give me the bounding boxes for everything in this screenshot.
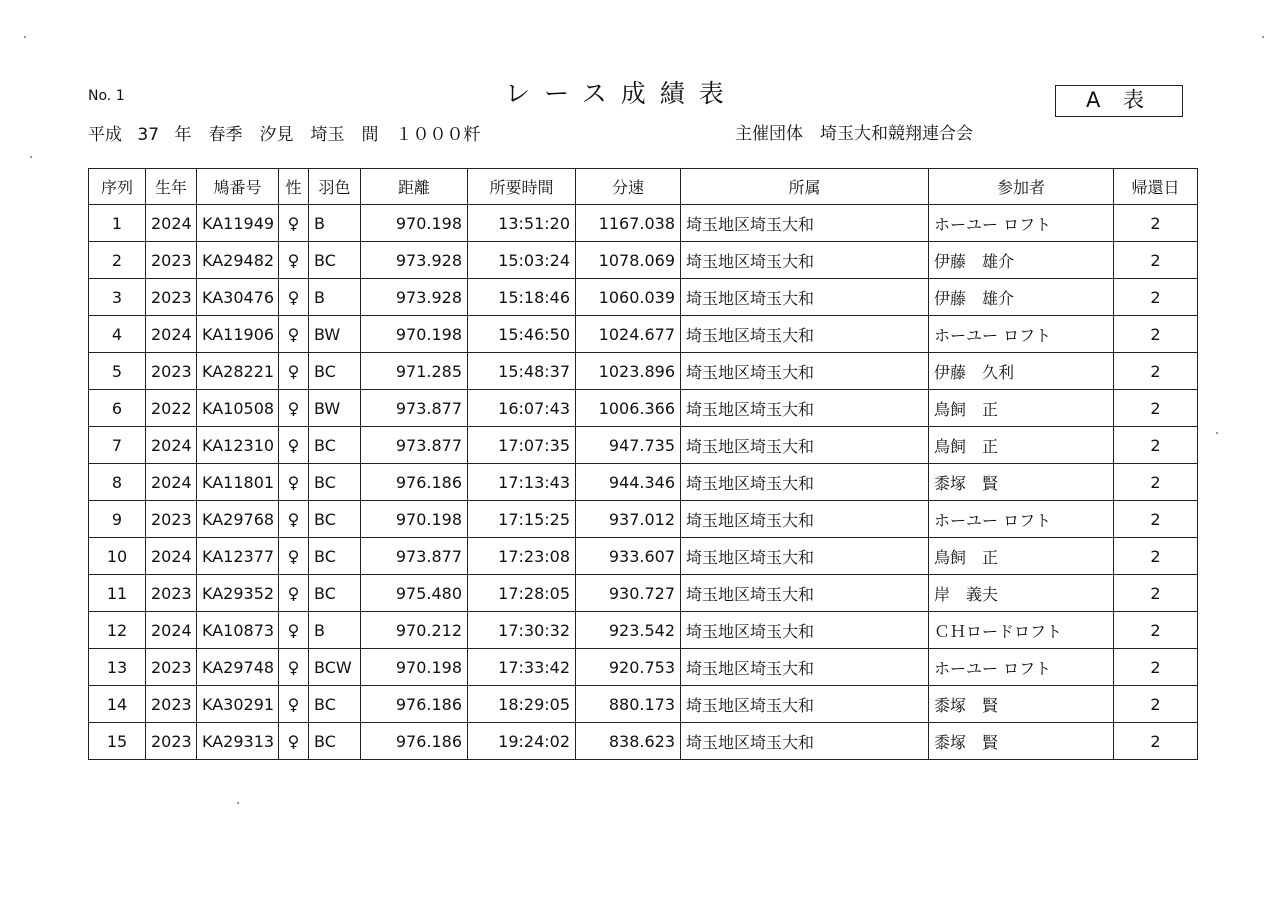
cell-sex: ♀: [279, 686, 309, 723]
cell-rank: 6: [89, 390, 146, 427]
cell-birth-year: 2023: [146, 501, 197, 538]
cell-participant: 鳥飼 正: [929, 538, 1114, 575]
table-row: [89, 649, 1198, 686]
col-header-birth-year: 生年: [146, 169, 197, 205]
cell-ring-number: KA29748: [197, 649, 279, 686]
cell-sex: ♀: [279, 649, 309, 686]
cell-return-day: 2: [1114, 316, 1198, 353]
cell-sex: ♀: [279, 723, 309, 760]
cell-flight-time: 17:07:35: [468, 427, 576, 464]
cell-distance: 970.198: [361, 316, 468, 353]
cell-participant: 黍塚 賢: [929, 686, 1114, 723]
cell-rank: 5: [89, 353, 146, 390]
organizer: 主催団体 埼玉大和競翔連合会: [735, 124, 973, 144]
cell-birth-year: 2024: [146, 538, 197, 575]
table-row: [89, 538, 1198, 575]
cell-birth-year: 2024: [146, 464, 197, 501]
scan-speck: [30, 156, 32, 158]
cell-flight-time: 17:23:08: [468, 538, 576, 575]
cell-sex: ♀: [279, 464, 309, 501]
cell-birth-year: 2022: [146, 390, 197, 427]
cell-distance: 970.198: [361, 649, 468, 686]
cell-flight-time: 15:48:37: [468, 353, 576, 390]
cell-color: BW: [309, 390, 361, 427]
cell-distance: 976.186: [361, 723, 468, 760]
cell-ring-number: KA12310: [197, 427, 279, 464]
cell-rank: 3: [89, 279, 146, 316]
cell-sex: ♀: [279, 205, 309, 242]
cell-affiliation: 埼玉地区埼玉大和: [681, 575, 929, 612]
table-row: [89, 390, 1198, 427]
cell-color: B: [309, 612, 361, 649]
cell-color: BC: [309, 464, 361, 501]
cell-speed: 933.607: [576, 538, 681, 575]
col-header-participant: 参加者: [929, 169, 1114, 205]
cell-speed: 944.346: [576, 464, 681, 501]
cell-participant: 伊藤 雄介: [929, 279, 1114, 316]
cell-ring-number: KA29352: [197, 575, 279, 612]
cell-distance: 975.480: [361, 575, 468, 612]
cell-flight-time: 19:24:02: [468, 723, 576, 760]
scan-speck: [1262, 36, 1264, 38]
document-title: レース成績表: [505, 79, 738, 108]
col-header-color: 羽色: [309, 169, 361, 205]
cell-rank: 8: [89, 464, 146, 501]
cell-return-day: 2: [1114, 575, 1198, 612]
cell-speed: 930.727: [576, 575, 681, 612]
cell-birth-year: 2023: [146, 723, 197, 760]
cell-rank: 15: [89, 723, 146, 760]
table-row: [89, 353, 1198, 390]
cell-birth-year: 2023: [146, 279, 197, 316]
cell-return-day: 2: [1114, 427, 1198, 464]
cell-speed: 923.542: [576, 612, 681, 649]
cell-participant: 黍塚 賢: [929, 723, 1114, 760]
cell-affiliation: 埼玉地区埼玉大和: [681, 427, 929, 464]
cell-affiliation: 埼玉地区埼玉大和: [681, 279, 929, 316]
table-row: [89, 279, 1198, 316]
cell-flight-time: 13:51:20: [468, 205, 576, 242]
cell-sex: ♀: [279, 353, 309, 390]
cell-sex: ♀: [279, 538, 309, 575]
cell-return-day: 2: [1114, 464, 1198, 501]
cell-ring-number: KA10508: [197, 390, 279, 427]
cell-flight-time: 17:30:32: [468, 612, 576, 649]
table-row: [89, 205, 1198, 242]
cell-rank: 10: [89, 538, 146, 575]
col-header-return-day: 帰還日: [1114, 169, 1198, 205]
cell-sex: ♀: [279, 427, 309, 464]
cell-return-day: 2: [1114, 242, 1198, 279]
cell-return-day: 2: [1114, 686, 1198, 723]
cell-ring-number: KA11949: [197, 205, 279, 242]
cell-distance: 973.928: [361, 279, 468, 316]
cell-speed: 947.735: [576, 427, 681, 464]
cell-participant: 伊藤 久利: [929, 353, 1114, 390]
cell-color: B: [309, 279, 361, 316]
cell-color: BW: [309, 316, 361, 353]
cell-participant: 鳥飼 正: [929, 427, 1114, 464]
cell-sex: ♀: [279, 501, 309, 538]
cell-rank: 14: [89, 686, 146, 723]
cell-distance: 970.198: [361, 205, 468, 242]
cell-ring-number: KA10873: [197, 612, 279, 649]
table-row: [89, 723, 1198, 760]
cell-color: BC: [309, 575, 361, 612]
cell-rank: 13: [89, 649, 146, 686]
cell-return-day: 2: [1114, 390, 1198, 427]
cell-rank: 7: [89, 427, 146, 464]
cell-speed: 937.012: [576, 501, 681, 538]
cell-return-day: 2: [1114, 649, 1198, 686]
results-table: [88, 168, 1198, 760]
cell-ring-number: KA30291: [197, 686, 279, 723]
table-row: [89, 427, 1198, 464]
col-header-speed: 分速: [576, 169, 681, 205]
cell-birth-year: 2023: [146, 686, 197, 723]
cell-color: BC: [309, 538, 361, 575]
cell-birth-year: 2023: [146, 242, 197, 279]
cell-affiliation: 埼玉地区埼玉大和: [681, 464, 929, 501]
cell-participant: ホーユー ロフト: [929, 501, 1114, 538]
table-row: [89, 316, 1198, 353]
table-header-row: [89, 169, 1198, 205]
cell-distance: 970.198: [361, 501, 468, 538]
cell-affiliation: 埼玉地区埼玉大和: [681, 612, 929, 649]
cell-affiliation: 埼玉地区埼玉大和: [681, 316, 929, 353]
cell-ring-number: KA29313: [197, 723, 279, 760]
cell-flight-time: 15:03:24: [468, 242, 576, 279]
table-row: [89, 686, 1198, 723]
cell-flight-time: 15:18:46: [468, 279, 576, 316]
cell-return-day: 2: [1114, 279, 1198, 316]
cell-birth-year: 2024: [146, 205, 197, 242]
cell-sex: ♀: [279, 279, 309, 316]
cell-speed: 1024.677: [576, 316, 681, 353]
cell-ring-number: KA30476: [197, 279, 279, 316]
cell-return-day: 2: [1114, 538, 1198, 575]
cell-distance: 973.877: [361, 427, 468, 464]
cell-color: BC: [309, 501, 361, 538]
cell-participant: ホーユー ロフト: [929, 316, 1114, 353]
cell-color: B: [309, 205, 361, 242]
cell-participant: ＣＨロードロフト: [929, 612, 1114, 649]
cell-rank: 2: [89, 242, 146, 279]
table-type-badge: A 表: [1055, 85, 1183, 117]
cell-distance: 970.212: [361, 612, 468, 649]
col-header-sex: 性: [279, 169, 309, 205]
cell-distance: 976.186: [361, 686, 468, 723]
cell-speed: 1078.069: [576, 242, 681, 279]
scan-speck: [1216, 432, 1218, 434]
cell-return-day: 2: [1114, 723, 1198, 760]
table-row: [89, 501, 1198, 538]
cell-distance: 976.186: [361, 464, 468, 501]
cell-color: BC: [309, 353, 361, 390]
cell-birth-year: 2023: [146, 353, 197, 390]
cell-flight-time: 17:13:43: [468, 464, 576, 501]
cell-return-day: 2: [1114, 612, 1198, 649]
table-row: [89, 464, 1198, 501]
cell-rank: 9: [89, 501, 146, 538]
scan-speck: [24, 36, 26, 38]
cell-ring-number: KA11906: [197, 316, 279, 353]
cell-speed: 1006.366: [576, 390, 681, 427]
cell-flight-time: 17:28:05: [468, 575, 576, 612]
cell-birth-year: 2024: [146, 612, 197, 649]
cell-rank: 11: [89, 575, 146, 612]
race-info: 平成 37 年 春季 汐見 埼玉 間 １０００粁: [88, 125, 481, 145]
cell-rank: 1: [89, 205, 146, 242]
cell-participant: ホーユー ロフト: [929, 205, 1114, 242]
cell-affiliation: 埼玉地区埼玉大和: [681, 649, 929, 686]
cell-birth-year: 2023: [146, 575, 197, 612]
cell-participant: ホーユー ロフト: [929, 649, 1114, 686]
cell-birth-year: 2024: [146, 316, 197, 353]
cell-speed: 1023.896: [576, 353, 681, 390]
cell-birth-year: 2024: [146, 427, 197, 464]
cell-affiliation: 埼玉地区埼玉大和: [681, 390, 929, 427]
cell-flight-time: 17:33:42: [468, 649, 576, 686]
col-header-distance: 距離: [361, 169, 468, 205]
cell-affiliation: 埼玉地区埼玉大和: [681, 723, 929, 760]
page-number: No. 1: [88, 88, 125, 104]
table-row: [89, 575, 1198, 612]
cell-color: BC: [309, 427, 361, 464]
cell-ring-number: KA29768: [197, 501, 279, 538]
cell-color: BCW: [309, 649, 361, 686]
cell-flight-time: 16:07:43: [468, 390, 576, 427]
cell-affiliation: 埼玉地区埼玉大和: [681, 205, 929, 242]
cell-distance: 973.928: [361, 242, 468, 279]
cell-participant: 鳥飼 正: [929, 390, 1114, 427]
cell-affiliation: 埼玉地区埼玉大和: [681, 501, 929, 538]
cell-flight-time: 18:29:05: [468, 686, 576, 723]
cell-color: BC: [309, 686, 361, 723]
cell-speed: 880.173: [576, 686, 681, 723]
cell-distance: 971.285: [361, 353, 468, 390]
cell-ring-number: KA28221: [197, 353, 279, 390]
cell-speed: 920.753: [576, 649, 681, 686]
cell-return-day: 2: [1114, 501, 1198, 538]
cell-rank: 4: [89, 316, 146, 353]
cell-rank: 12: [89, 612, 146, 649]
cell-color: BC: [309, 723, 361, 760]
cell-speed: 1060.039: [576, 279, 681, 316]
cell-affiliation: 埼玉地区埼玉大和: [681, 242, 929, 279]
cell-ring-number: KA12377: [197, 538, 279, 575]
table-row: [89, 242, 1198, 279]
cell-participant: 黍塚 賢: [929, 464, 1114, 501]
cell-speed: 838.623: [576, 723, 681, 760]
cell-flight-time: 17:15:25: [468, 501, 576, 538]
col-header-affiliation: 所属: [681, 169, 929, 205]
cell-color: BC: [309, 242, 361, 279]
cell-return-day: 2: [1114, 205, 1198, 242]
cell-affiliation: 埼玉地区埼玉大和: [681, 686, 929, 723]
cell-return-day: 2: [1114, 353, 1198, 390]
cell-distance: 973.877: [361, 390, 468, 427]
cell-ring-number: KA29482: [197, 242, 279, 279]
cell-affiliation: 埼玉地区埼玉大和: [681, 538, 929, 575]
cell-sex: ♀: [279, 316, 309, 353]
cell-sex: ♀: [279, 242, 309, 279]
cell-affiliation: 埼玉地区埼玉大和: [681, 353, 929, 390]
cell-flight-time: 15:46:50: [468, 316, 576, 353]
cell-speed: 1167.038: [576, 205, 681, 242]
scan-speck: [237, 802, 239, 804]
cell-sex: ♀: [279, 575, 309, 612]
cell-ring-number: KA11801: [197, 464, 279, 501]
cell-sex: ♀: [279, 612, 309, 649]
cell-participant: 伊藤 雄介: [929, 242, 1114, 279]
cell-distance: 973.877: [361, 538, 468, 575]
col-header-ring-number: 鳩番号: [197, 169, 279, 205]
cell-sex: ♀: [279, 390, 309, 427]
col-header-flight-time: 所要時間: [468, 169, 576, 205]
col-header-rank: 序列: [89, 169, 146, 205]
cell-participant: 岸 義夫: [929, 575, 1114, 612]
cell-birth-year: 2023: [146, 649, 197, 686]
table-row: [89, 612, 1198, 649]
